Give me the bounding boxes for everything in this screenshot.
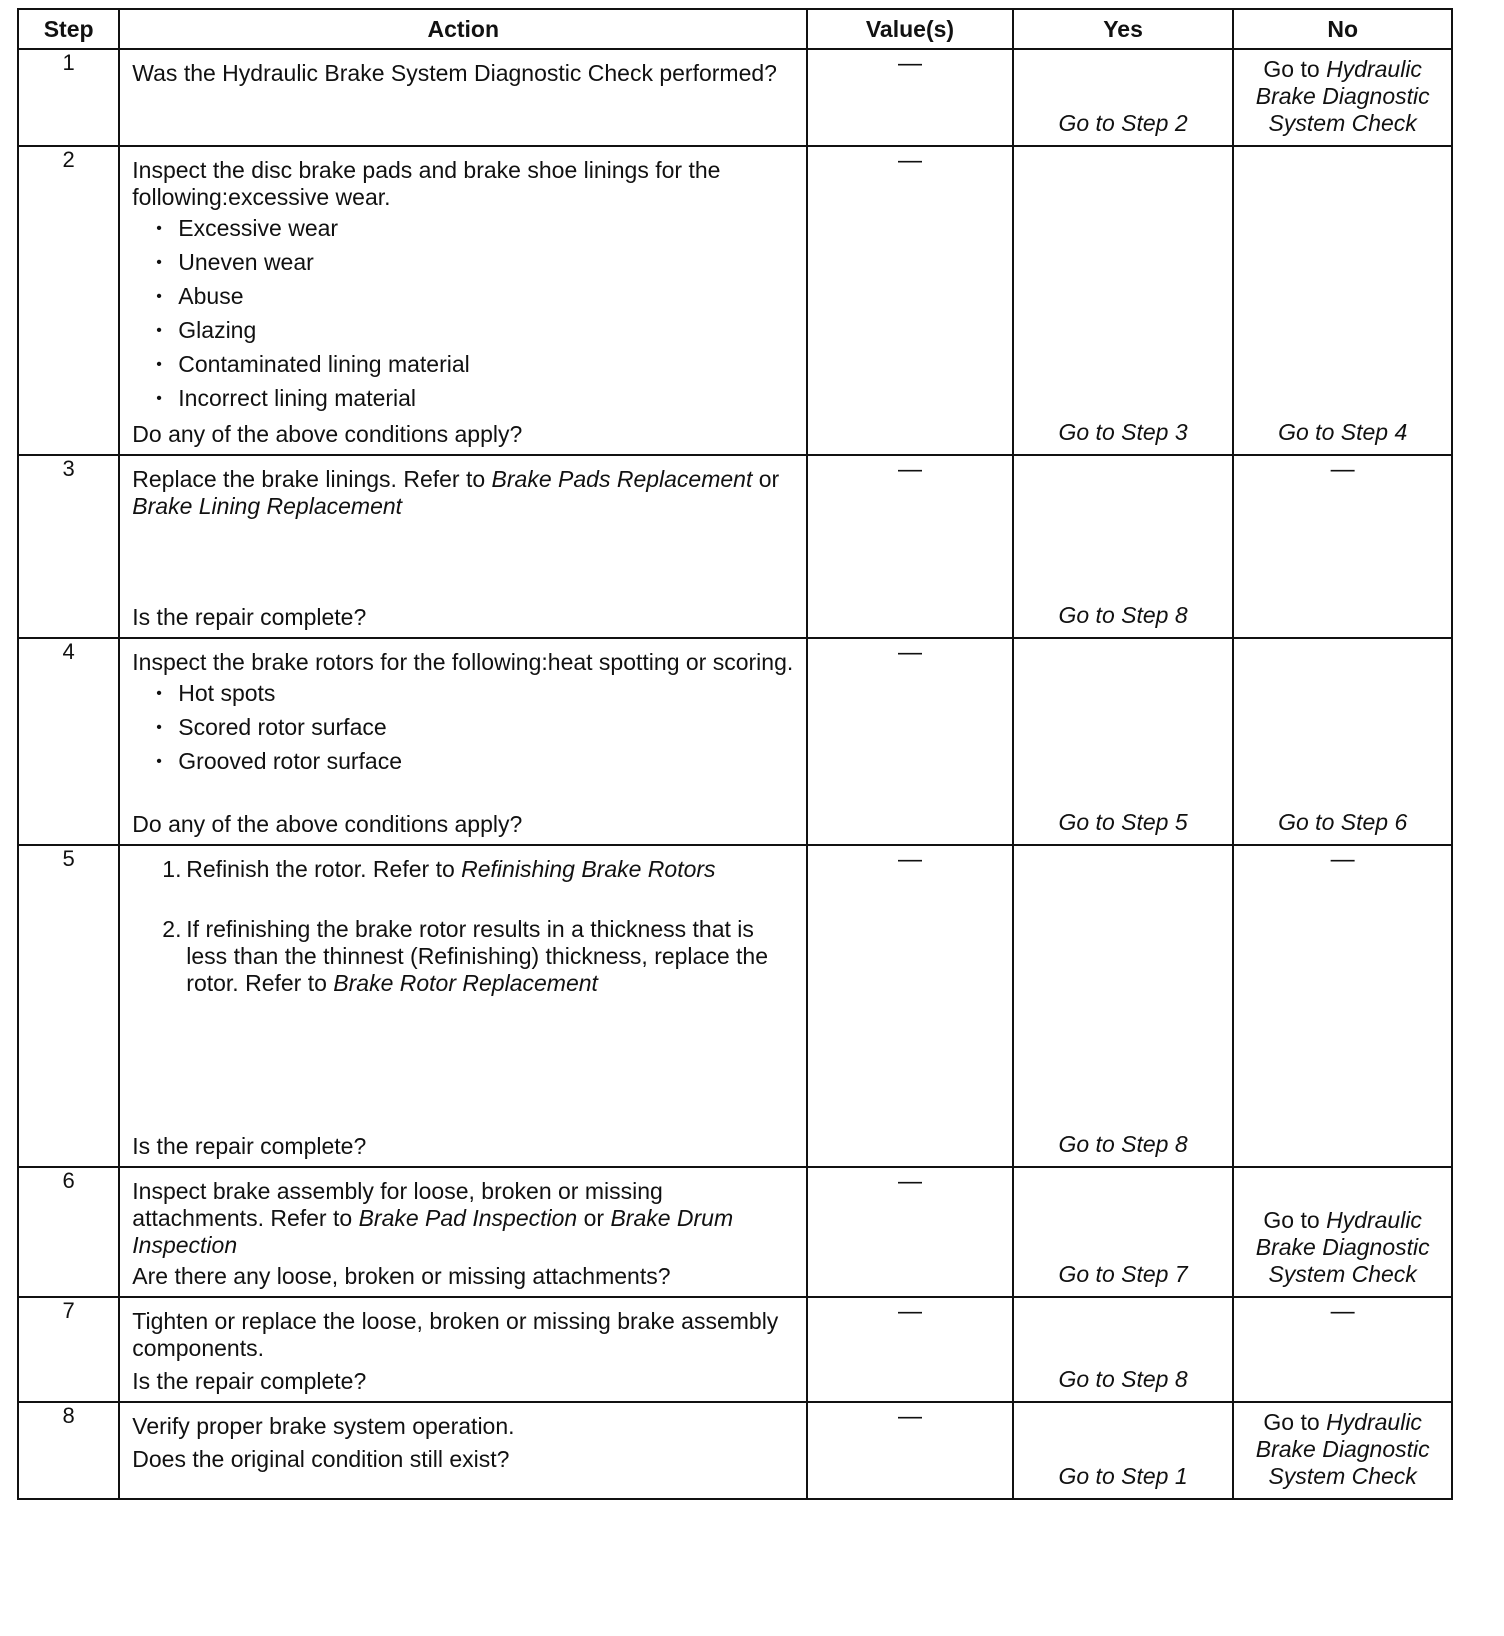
step-number: 6 [18,1167,119,1297]
action-cell [119,1402,807,1499]
yes-goto: Go to Step 7 [1058,1261,1188,1287]
list-item: • Grooved rotor surface [156,748,794,775]
action-text: Tighten or replace the loose, broken or missing brake assembly components. [132,1308,779,1361]
condition-list [132,680,794,775]
yes-cell [1013,845,1234,1167]
yes-cell [1013,455,1234,638]
list-item [162,856,794,883]
no-goto: Go to Step 4 [1278,419,1408,445]
procedure-list [132,856,794,997]
step-number: 5 [18,845,119,1167]
item-number: 2. [162,916,182,942]
no-goto: Go to Step 6 [1278,809,1408,835]
value-cell: — [807,455,1013,638]
no-goto-prefix: Go to [1263,1207,1320,1233]
action-ref: Brake Pads Replacement [491,466,753,492]
yes-goto: Go to Step 5 [1058,809,1188,835]
no-cell [1233,1402,1452,1499]
list-item: • Contaminated lining material [156,351,794,378]
action-text: Was the Hydraulic Brake System Diagnostic Check performed? [132,60,777,86]
table-row [18,455,1452,638]
header-no: No [1233,9,1452,49]
item-ref: Refinishing Brake Rotors [461,856,716,882]
list-item: • Scored rotor surface [156,714,794,741]
list-item [162,916,794,997]
step-number: 7 [18,1297,119,1402]
yes-cell [1013,146,1234,455]
table-row [18,1402,1452,1499]
action-question: Are there any loose, broken or missing attachments? [132,1263,671,1289]
value-cell: — [807,845,1013,1167]
value-cell: — [807,1297,1013,1402]
table-row [18,1297,1452,1402]
header-values: Value(s) [807,9,1013,49]
action-cell [119,49,807,146]
step-number: 8 [18,1402,119,1499]
value-cell: — [807,146,1013,455]
value-cell: — [807,1167,1013,1297]
action-ref: Brake Lining Replacement [132,493,403,519]
action-conj: or [758,466,780,492]
list-item: • Abuse [156,283,794,310]
no-cell [1233,638,1452,845]
item-text: If refinishing the brake rotor results in a thickness that is less than the thinnest (Refinishing) thickness, replace the rotor. Refer to [186,916,768,996]
yes-goto: Go to Step 3 [1058,419,1188,445]
step-number: 2 [18,146,119,455]
action-text: Replace the brake linings. Refer to [132,466,486,492]
header-action: Action [119,9,807,49]
yes-cell [1013,1167,1234,1297]
item-ref: Brake Rotor Replacement [333,970,598,996]
header-row [18,9,1452,49]
no-cell: — [1233,1297,1452,1402]
table-row [18,845,1452,1167]
action-text: Verify proper brake system operation. [132,1413,515,1439]
action-text: Inspect brake assembly for loose, broken or missing attachments. Refer to [132,1178,663,1231]
action-cell [119,638,807,845]
action-question: Is the repair complete? [132,1368,367,1394]
header-yes: Yes [1013,9,1234,49]
no-goto-ref: Hydraulic Brake Diagnostic System Check [1255,1409,1430,1489]
action-ref: Brake Pad Inspection [358,1205,578,1231]
item-number: 1. [162,856,182,882]
no-goto-prefix: Go to [1263,1409,1320,1435]
action-ref: Brake Drum Inspection [132,1205,734,1258]
action-cell [119,146,807,455]
table-row [18,1167,1452,1297]
action-intro: Inspect the brake rotors for the following:heat spotting or scoring. [132,649,794,675]
yes-goto: Go to Step 8 [1058,1131,1188,1157]
no-goto-ref: Hydraulic Brake Diagnostic System Check [1255,56,1430,136]
table-row [18,638,1452,845]
no-cell [1233,146,1452,455]
yes-cell [1013,49,1234,146]
yes-cell [1013,1297,1234,1402]
step-number: 4 [18,638,119,845]
action-conj: or [583,1205,605,1231]
diagnostic-table [17,8,1453,1500]
list-item: • Incorrect lining material [156,385,794,412]
list-item: • Uneven wear [156,249,794,276]
step-number: 3 [18,455,119,638]
list-item: • Glazing [156,317,794,344]
no-cell [1233,49,1452,146]
action-question: Do any of the above conditions apply? [132,811,523,837]
action-question: Is the repair complete? [132,604,367,630]
list-item: • Hot spots [156,680,794,707]
table-row [18,49,1452,146]
value-cell: — [807,638,1013,845]
header-step: Step [18,9,119,49]
step-number: 1 [18,49,119,146]
action-question: Is the repair complete? [132,1133,367,1159]
yes-goto: Go to Step 8 [1058,602,1188,628]
item-text: Refinish the rotor. Refer to [186,856,455,882]
no-cell: — [1233,455,1452,638]
action-cell [119,1167,807,1297]
yes-goto: Go to Step 1 [1058,1463,1188,1489]
no-goto-ref: Hydraulic Brake Diagnostic System Check [1255,1207,1430,1287]
action-question: Does the original condition still exist? [132,1446,510,1472]
action-cell [119,1297,807,1402]
action-cell [119,845,807,1167]
no-goto-prefix: Go to [1263,56,1320,82]
value-cell: — [807,49,1013,146]
no-cell [1233,1167,1452,1297]
action-question: Do any of the above conditions apply? [132,421,523,447]
list-item: • Excessive wear [156,215,794,242]
table-row [18,146,1452,455]
yes-cell [1013,1402,1234,1499]
yes-goto: Go to Step 8 [1058,1366,1188,1392]
action-cell [119,455,807,638]
value-cell: — [807,1402,1013,1499]
yes-goto: Go to Step 2 [1058,110,1188,136]
no-cell: — [1233,845,1452,1167]
condition-list [132,215,794,412]
action-intro: Inspect the disc brake pads and brake shoe linings for the following:excessive wear. [132,157,721,210]
yes-cell [1013,638,1234,845]
